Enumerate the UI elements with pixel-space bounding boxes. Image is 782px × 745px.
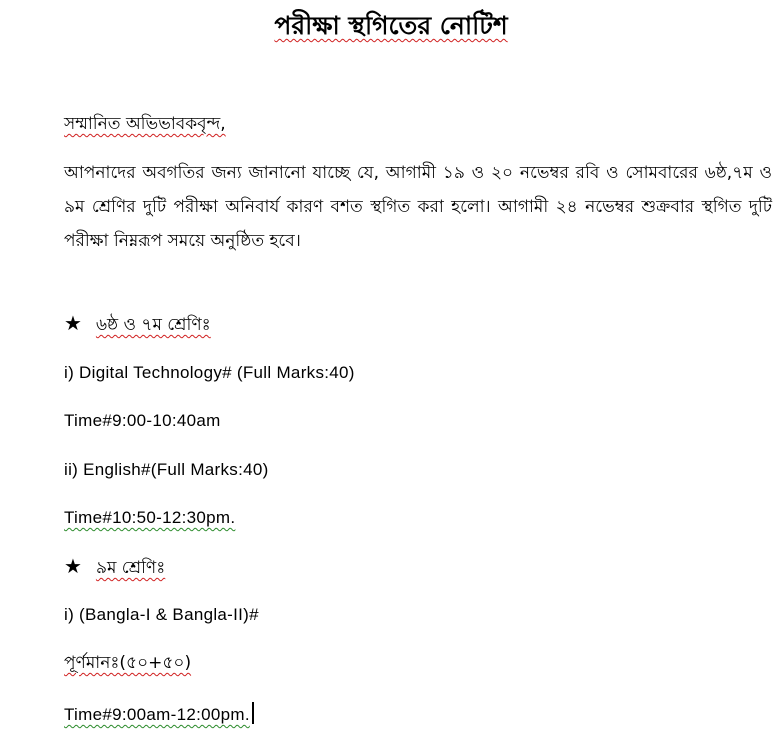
exam-time-bangla bbox=[64, 702, 254, 727]
salutation: সম্মানিত অভিভাবকবৃন্দ, bbox=[64, 114, 226, 134]
section-heading-text: ৬ষ্ঠ ও ৭ম শ্রেণিঃ bbox=[95, 315, 211, 335]
exam-subject-english: ii) English#(Full Marks:40) bbox=[64, 460, 269, 479]
exam-marks-bangla: পূর্ণমানঃ(৫০+৫০) bbox=[64, 653, 192, 673]
section-heading-9 bbox=[64, 554, 165, 580]
section-heading-text: ৯ম শ্রেণিঃ bbox=[95, 558, 166, 578]
exam-time-english: Time#10:50-12:30pm. bbox=[64, 508, 236, 527]
text-cursor bbox=[252, 702, 254, 724]
star-bullet-icon: ★ bbox=[64, 311, 82, 335]
star-bullet-icon: ★ bbox=[64, 554, 82, 578]
notice-title-text: পরীক্ষা স্থগিতের নোটিশ bbox=[274, 11, 508, 40]
notice-title bbox=[0, 8, 782, 44]
exam-time-digital-technology: Time#9:00-10:40am bbox=[64, 411, 221, 430]
section-heading-6-7 bbox=[64, 311, 211, 337]
exam-subject-bangla: i) (Bangla-I & Bangla-II)# bbox=[64, 605, 259, 624]
exam-subject-digital-technology: i) Digital Technology# (Full Marks:40) bbox=[64, 363, 355, 382]
exam-time-bangla-text: Time#9:00am-12:00pm. bbox=[64, 705, 250, 724]
notice-body: আপনাদের অবগতির জন্য জানানো যাচ্ছে যে, আগামী ১৯ ও ২০ নভেম্বর রবি ও সোমবারের ৬ষ্ঠ,৭ম ও ৯ম শ্রেণির দুটি পরীক্ষা অনিবার্য কারণ বশত স্থগিত করা হলো। আগামী ২৪ নভেম্বর শুক্রবার স্থগিত দুটি পরীক্ষা নিম্নরূপ সময়ে অনুষ্ঠিত হবে। bbox=[64, 163, 772, 251]
